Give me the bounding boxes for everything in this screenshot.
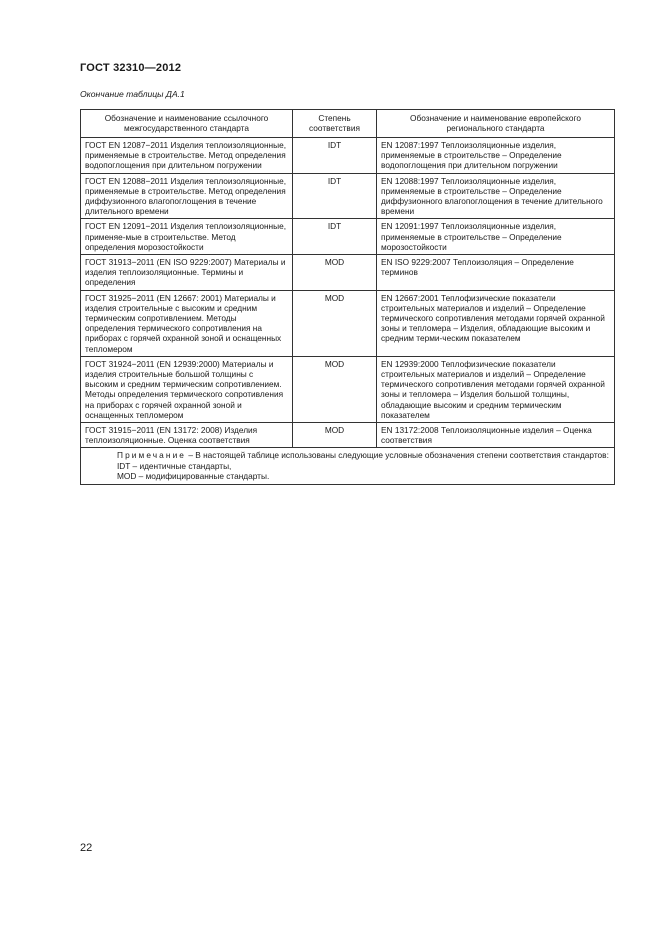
interstate-standard-cell: ГОСТ 31925−2011 (EN 12667: 2001) Материалы и изделия строительные с высоким и средним термическим сопротивлением. Методы определения термического сопротивления на приборах с горячей охранной зоной и оснащенных тепломером xyxy=(81,290,293,356)
table-row xyxy=(81,138,615,174)
interstate-standard-cell: ГОСТ EN 12088−2011 Изделия теплоизоляционные, применяемые в строительстве. Метод определения диффузионного влагопоглощения в течение длительного времени xyxy=(81,173,293,219)
standards-table xyxy=(80,109,615,485)
table-row xyxy=(81,356,615,422)
table-note-row xyxy=(81,448,615,485)
degree-cell: IDT xyxy=(293,173,377,219)
european-standard-cell: EN 12667:2001 Теплофизические показатели строительных материалов и изделий – Определение термического сопротивления методами горячей охранной зоны и тепломера – Изделия, обладающие высоким и средним терми-ческим показателем xyxy=(377,290,615,356)
note-item-mod: MOD – модифицированные стандарты. xyxy=(117,471,270,482)
table-caption: Окончание таблицы ДА.1 xyxy=(80,89,185,99)
table-row xyxy=(81,423,615,448)
european-standard-cell: EN ISO 9229:2007 Теплоизоляция – Определение терминов xyxy=(377,255,615,291)
european-standard-cell: EN 12939:2000 Теплофизические показатели строительных материалов и изделий – Определение термического сопротивления методами горячей охранной зоны и тепломера – Изделия большой толщины, обладающие высоким и средним термическим показателем xyxy=(377,356,615,422)
note-label: Примечание xyxy=(117,450,187,461)
european-standard-cell: EN 12088:1997 Теплоизоляционные изделия, применяемые в строительстве – Определение диффузионного влагопоглощения в течение длительного времени xyxy=(377,173,615,219)
table-row xyxy=(81,290,615,356)
table-row xyxy=(81,255,615,291)
degree-cell: IDT xyxy=(293,138,377,174)
european-standard-cell: EN 12087:1997 Теплоизоляционные изделия, применяемые в строительстве – Определение водопоглощения при длительном погружении xyxy=(377,138,615,174)
table-row xyxy=(81,173,615,219)
page-number: 22 xyxy=(80,842,93,854)
document-title: ГОСТ 32310—2012 xyxy=(80,62,182,74)
interstate-standard-cell: ГОСТ EN 12091−2011 Изделия теплоизоляционные, применяе-мые в строительстве. Метод определения морозостойкости xyxy=(81,219,293,255)
degree-cell: IDT xyxy=(293,219,377,255)
table-note xyxy=(81,448,615,485)
column-header-degree: Степень соответствия xyxy=(293,110,377,138)
column-header-interstate: Обозначение и наименование ссылочного межгосударственного стандарта xyxy=(81,110,293,138)
european-standard-cell: EN 13172:2008 Теплоизоляционные изделия – Оценка соответствия xyxy=(377,423,615,448)
interstate-standard-cell: ГОСТ 31915−2011 (EN 13172: 2008) Изделия теплоизоляционные. Оценка соответствия xyxy=(81,423,293,448)
european-standard-cell: EN 12091:1997 Теплоизоляционные изделия, применяемые в строительстве – Определение морозостойкости xyxy=(377,219,615,255)
degree-cell: MOD xyxy=(293,255,377,291)
table-header-row xyxy=(81,110,615,138)
degree-cell: MOD xyxy=(293,423,377,448)
degree-cell: MOD xyxy=(293,290,377,356)
degree-cell: MOD xyxy=(293,356,377,422)
note-intro: – В настоящей таблице использованы следующие условные обозначения степени соответствия стандартов: xyxy=(186,450,609,461)
note-text xyxy=(85,450,610,461)
interstate-standard-cell: ГОСТ 31924−2011 (EN 12939:2000) Материалы и изделия строительные большой толщины с высоким и средним термическим сопротивлением. Методы определения термического сопротивления на приборах с горячей охранной зоной и оснащенных тепломером xyxy=(81,356,293,422)
interstate-standard-cell: ГОСТ EN 12087−2011 Изделия теплоизоляционные, применяемые в строительстве. Метод определения водопоглощения при длительном погружении xyxy=(81,138,293,174)
column-header-european: Обозначение и наименование европейского регионального стандарта xyxy=(377,110,615,138)
note-item-idt: IDT – идентичные стандарты, xyxy=(117,460,232,471)
table-row xyxy=(81,219,615,255)
interstate-standard-cell: ГОСТ 31913−2011 (EN ISO 9229:2007) Материалы и изделия теплоизоляционные. Термины и определения xyxy=(81,255,293,291)
